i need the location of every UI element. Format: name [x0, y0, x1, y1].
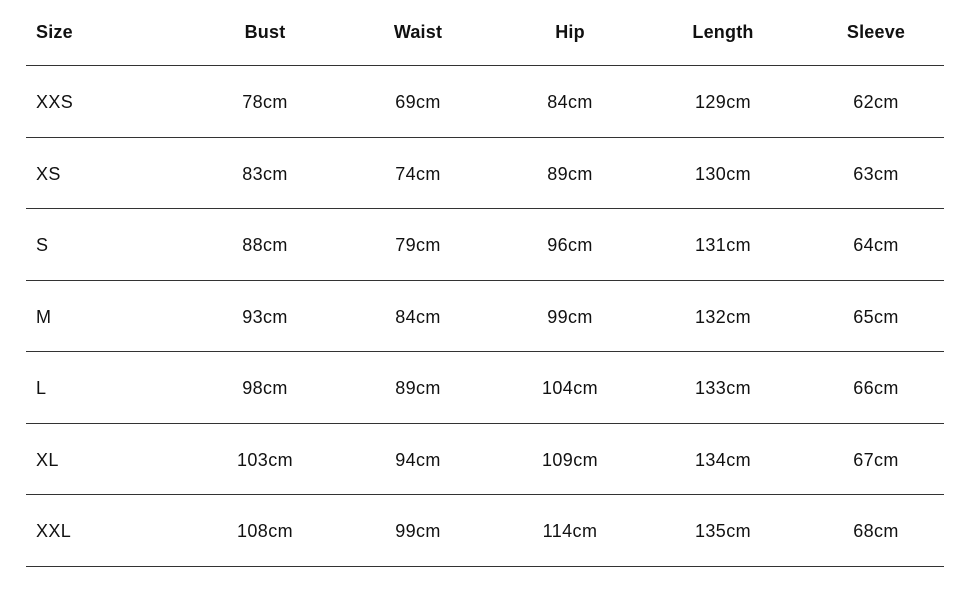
cell-bust: 98cm — [242, 378, 288, 398]
cell-sleeve: 66cm — [853, 378, 899, 398]
size-chart-table — [26, 0, 944, 567]
cell-waist: 99cm — [395, 521, 441, 541]
cell-size: S — [36, 235, 49, 255]
cell-sleeve: 68cm — [853, 521, 899, 541]
table-row — [26, 352, 944, 424]
cell-bust: 108cm — [236, 521, 294, 541]
cell-waist: 94cm — [395, 449, 441, 470]
cell-sleeve: 65cm — [853, 306, 899, 327]
cell-hip: 96cm — [547, 235, 593, 255]
cell-length: 134cm — [694, 449, 752, 470]
header-bust: Bust — [244, 22, 286, 42]
cell-size: M — [36, 306, 52, 327]
cell-hip: 89cm — [547, 163, 593, 184]
cell-bust: 78cm — [242, 92, 288, 112]
cell-waist: 84cm — [395, 306, 441, 327]
cell-size: XS — [36, 163, 61, 184]
cell-bust: 103cm — [236, 449, 294, 470]
cell-hip: 104cm — [541, 378, 599, 398]
cell-sleeve: 64cm — [853, 235, 899, 255]
cell-bust: 93cm — [242, 306, 288, 327]
cell-hip: 84cm — [547, 92, 593, 112]
cell-bust: 88cm — [242, 235, 288, 255]
cell-bust: 83cm — [242, 163, 288, 184]
cell-waist: 69cm — [395, 92, 441, 112]
cell-waist: 79cm — [395, 235, 441, 255]
cell-size: XXL — [36, 521, 72, 541]
table-row — [26, 209, 944, 281]
cell-size: XL — [36, 449, 59, 470]
header-size: Size — [36, 22, 73, 42]
cell-length: 135cm — [694, 521, 752, 541]
cell-length: 131cm — [694, 235, 752, 255]
table-row — [26, 281, 944, 353]
header-sleeve: Sleeve — [846, 22, 906, 42]
cell-waist: 89cm — [395, 378, 441, 398]
cell-hip: 109cm — [541, 449, 599, 470]
table-row — [26, 424, 944, 496]
cell-length: 129cm — [694, 92, 752, 112]
cell-sleeve: 62cm — [853, 92, 899, 112]
cell-length: 133cm — [694, 378, 752, 398]
table-row — [26, 138, 944, 210]
cell-size: L — [36, 378, 47, 398]
header-hip: Hip — [555, 22, 585, 42]
cell-length: 130cm — [694, 163, 752, 184]
cell-hip: 99cm — [547, 306, 593, 327]
header-waist: Waist — [393, 22, 443, 42]
table-header-row — [26, 0, 944, 66]
table-row — [26, 66, 944, 138]
cell-size: XXS — [36, 92, 74, 112]
cell-waist: 74cm — [395, 163, 441, 184]
cell-hip: 114cm — [542, 521, 598, 541]
cell-length: 132cm — [694, 306, 752, 327]
table-row — [26, 495, 944, 567]
cell-sleeve: 63cm — [853, 163, 899, 184]
header-length: Length — [692, 22, 754, 42]
cell-sleeve: 67cm — [853, 449, 899, 470]
